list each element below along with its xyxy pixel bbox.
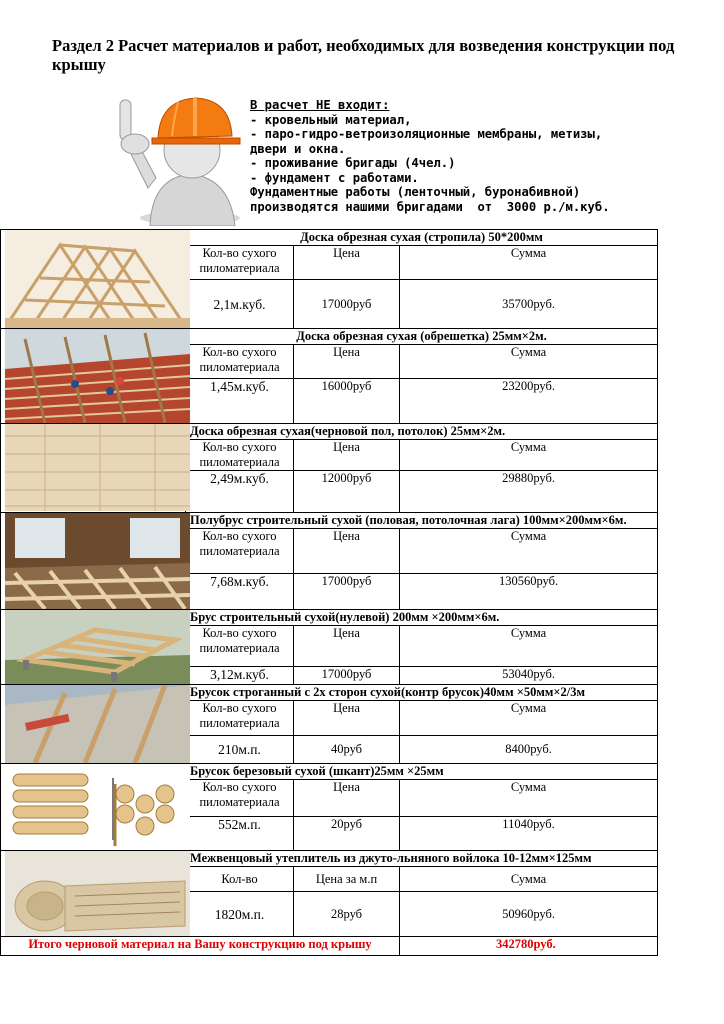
- item-title: Доска обрезная сухая (стропила) 50*200мм: [186, 230, 658, 246]
- price-value: 20руб: [294, 817, 400, 851]
- qty-label: Кол-во сухого пиломатериала: [186, 440, 294, 471]
- section-heading: Раздел 2 Расчет материалов и работ, необходимых для возведения конструкции под крышу: [52, 36, 675, 74]
- exclusions-text: [250, 98, 610, 214]
- price-label: Цена: [294, 701, 400, 736]
- sum-value: 130560руб.: [400, 574, 658, 610]
- qty-value: 1,45м.куб.: [186, 379, 294, 424]
- price-label: Цена: [294, 780, 400, 817]
- sum-label: Сумма: [400, 440, 658, 471]
- qty-label: Кол-во сухого пиломатериала: [186, 780, 294, 817]
- item-title: Брус строительный сухой(нулевой) 200мм ×200мм×6м.: [186, 610, 658, 626]
- counter-batten-image: [1, 685, 186, 764]
- exclusion-line: - проживание бригады (4чел.): [250, 156, 456, 170]
- jute-insulation-image: [1, 851, 186, 937]
- qty-label: Кол-во сухого пиломатериала: [186, 345, 294, 379]
- exclusion-line: - фундамент с работами.: [250, 170, 419, 185]
- item-title: Доска обрезная сухая(черновой пол, потолок) 25мм×2м.: [186, 424, 658, 440]
- item-title: Брусок березовый сухой (шкант)25мм ×25мм: [186, 764, 658, 780]
- qty-label: Кол-во сухого пиломатериала: [186, 701, 294, 736]
- table-row: [1, 610, 658, 626]
- sum-label: Сумма: [400, 626, 658, 667]
- qty-value: 7,68м.куб.: [186, 574, 294, 610]
- qty-label: Кол-во сухого пиломатериала: [186, 529, 294, 574]
- table-row: [1, 764, 658, 780]
- qty-value: 3,12м.куб.: [186, 667, 294, 685]
- price-value: 17000руб: [294, 667, 400, 685]
- table-row: [1, 329, 658, 345]
- exclusion-line: Фундаментные работы (ленточный, буронабивной): [250, 185, 581, 199]
- table-row: [1, 851, 658, 867]
- price-value: 17000руб: [294, 280, 400, 329]
- price-label: Цена: [294, 345, 400, 379]
- price-value: 28руб: [294, 892, 400, 937]
- qty-value: 2,49м.куб.: [186, 471, 294, 513]
- sum-value: 11040руб.: [400, 817, 658, 851]
- exclusions-notice: [100, 78, 700, 228]
- price-label: Цена за м.п: [294, 867, 400, 892]
- sum-value: 50960руб.: [400, 892, 658, 937]
- exclusion-line: - кровельный материал,: [250, 112, 412, 127]
- table-row: [1, 230, 658, 246]
- price-value: 16000руб: [294, 379, 400, 424]
- worker-pointing-icon: [100, 78, 250, 226]
- sum-label: Сумма: [400, 701, 658, 736]
- sum-value: 8400руб.: [400, 736, 658, 764]
- table-row: [1, 685, 658, 701]
- dowels-image: [1, 764, 186, 851]
- price-label: Цена: [294, 626, 400, 667]
- lathing-image: [1, 329, 186, 424]
- sum-label: Сумма: [400, 246, 658, 280]
- sum-label: Сумма: [400, 529, 658, 574]
- sum-value: 35700руб.: [400, 280, 658, 329]
- price-label: Цена: [294, 246, 400, 280]
- total-value: 342780руб.: [400, 937, 658, 956]
- price-label: Цена: [294, 440, 400, 471]
- sum-label: Сумма: [400, 780, 658, 817]
- subfloor-image: [1, 424, 186, 513]
- rafters-image: [1, 230, 186, 329]
- item-title: Межвенцовый утеплитель из джуто-льняного войлока 10-12мм×125мм: [186, 851, 658, 867]
- sum-value: 23200руб.: [400, 379, 658, 424]
- sum-value: 29880руб.: [400, 471, 658, 513]
- exclusions-title: В расчет НЕ входит:: [250, 98, 390, 112]
- price-value: 40руб: [294, 736, 400, 764]
- exclusion-line: - паро-гидро-ветроизоляционные мембраны, метизы,: [250, 127, 603, 141]
- qty-value: 2,1м.куб.: [186, 280, 294, 329]
- qty-label: Кол-во сухого пиломатериала: [186, 626, 294, 667]
- qty-value: 210м.п.: [186, 736, 294, 764]
- qty-value: 1820м.п.: [186, 892, 294, 937]
- price-value: 12000руб: [294, 471, 400, 513]
- materials-table: [0, 229, 658, 956]
- sum-value: 53040руб.: [400, 667, 658, 685]
- table-row: [1, 424, 658, 440]
- item-title: Доска обрезная сухая (обрешетка) 25мм×2м.: [186, 329, 658, 345]
- price-label: Цена: [294, 529, 400, 574]
- exclusion-line: двери и окна.: [250, 141, 346, 156]
- sum-label: Сумма: [400, 867, 658, 892]
- qty-label: Кол-во: [186, 867, 294, 892]
- total-label: Итого черновой материал на Вашу конструкцию под крышу: [1, 937, 400, 956]
- qty-value: 552м.п.: [186, 817, 294, 851]
- sum-label: Сумма: [400, 345, 658, 379]
- qty-label: Кол-во сухого пиломатериала: [186, 246, 294, 280]
- table-row: [1, 513, 658, 529]
- exclusion-line: производятся нашими бригадами от 3000 р./м.куб.: [250, 199, 610, 214]
- item-title: Полубрус строительный сухой (половая, потолочная лага) 100мм×200мм×6м.: [186, 513, 658, 529]
- item-title: Брусок строганный с 2х сторон сухой(контр брусок)40мм ×50мм×2/3м: [186, 685, 658, 701]
- beam-frame-image: [1, 610, 186, 685]
- price-value: 17000руб: [294, 574, 400, 610]
- total-row: [1, 937, 658, 956]
- floor-joists-image: [1, 513, 186, 610]
